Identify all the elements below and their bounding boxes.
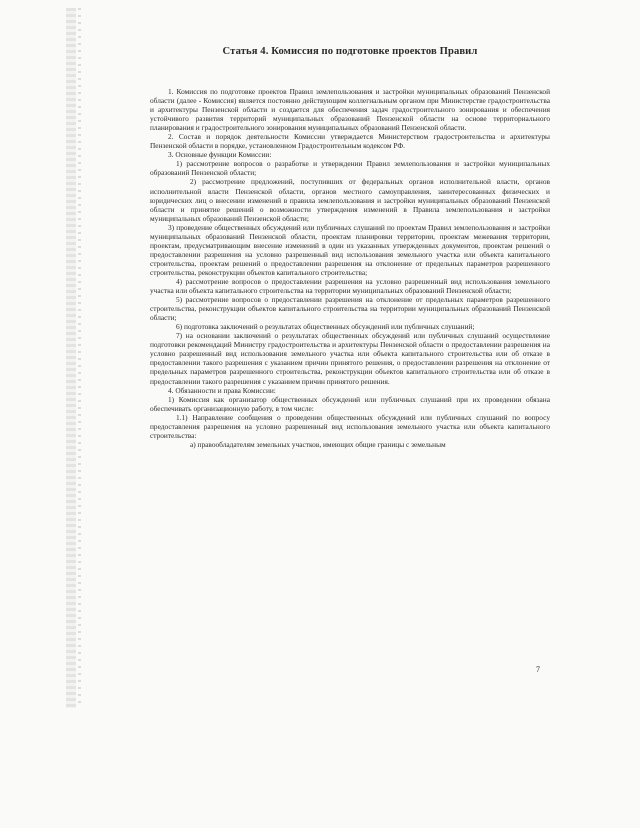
scan-binding-marks [78, 8, 81, 708]
function-3: 3) проведение общественных обсуждений или публичных слушаний по проектам Правил землепользования и застройки муниципальных образований Пензенской области, проектам планировки территории, проектам межевания территории, проектам, предусматривающим внесение изменений в один из указанных утвержденных документов, проектам решений о предоставлении разрешения на условно разрешенный вид использования земельного участка или объекта капитального строительства, проектам решений о предоставлении разрешения на отклонение от предельных параметров разрешенного строительства, реконструкции объектов капитального строительства; [150, 222, 550, 277]
function-2: 2) рассмотрение предложений, поступивших от федеральных органов исполнительной власти, органов исполнительной власти Пензенской области, органов местного самоуправления, заинтересованных физических и юридических лиц о внесении изменений в правила землепользования и застройки муниципальных образований Пензенской области и принятие решений о возможности утверждения изменений в Правила землепользования и застройки муниципальных образований Пензенской области; [150, 177, 550, 223]
paragraph-4-heading: 4. Обязанности и права Комиссии: [168, 385, 276, 395]
function-5: 5) рассмотрение вопросов о предоставлении разрешения на отклонение от предельных параметров разрешенного строительства, реконструкции объектов капитального строительства на территории муниципальных образований Пензенской области; [150, 295, 550, 323]
article-body [150, 46, 550, 449]
paragraph-3-heading: 3. Основные функции Комиссии: [168, 150, 272, 160]
paragraph-2: 2. Состав и порядок деятельности Комиссии утверждается Министерством градостроительства и архитектуры Пензенской области в порядке, установленном Градостроительным кодексом РФ. [150, 132, 550, 151]
page-number: 7 [536, 665, 540, 674]
function-4: 4) рассмотрение вопросов о предоставлении разрешения на условно разрешенный вид использования земельного участка или объекта капитального строительства на территории муниципальных образований Пензенской области; [150, 276, 550, 296]
duty-1: 1) Комиссия как организатор общественных обсуждений или публичных слушаний при их проведении обязана обеспечивать организационную работу, в том числе: [150, 394, 550, 413]
function-1: 1) рассмотрение вопросов о разработке и утверждении Правил землепользования и застройки муниципальных образований Пензенской области; [150, 159, 550, 178]
scan-binding-edge [66, 8, 76, 708]
article-title: Статья 4. Комиссия по подготовке проектов Правил [222, 46, 478, 57]
duty-1-1: 1.1) Направление сообщения о проведении общественных обсуждений или публичных слушаний по вопросу предоставления разрешения на условно разрешенный вид использования земельного участка или объекта капитального строительства: [150, 412, 550, 440]
duty-1-1-a: а) правообладателям земельных участков, имеющих общие границы с земельным [190, 439, 446, 449]
function-6: 6) подготовка заключений о результатах общественных обсуждений или публичных слушаний; [176, 322, 475, 332]
paragraph-1: 1. Комиссия по подготовке проектов Правил землепользования и застройки муниципальных образований Пензенской области (далее - Комиссия) является постоянно действующим коллегиальным органом при Министерстве градостроительства и архитектуры Пензенской области и создается для обеспечения задач градостроительного зонирования и обеспечения устойчивого развития территорий муниципальных образований Пензенской области на основе территориального планирования и градостроительного зонирования муниципальных образований Пензенской области. [150, 87, 550, 133]
function-7: 7) на основании заключений о результатах общественных обсуждений или публичных слушаний осуществление подготовки рекомендаций Министру градостроительства и архитектуры Пензенской области о предоставлении разрешения на условно разрешенный вид использования земельного участка или объекта капитального строительства или об отказе в предоставлении такого разрешения с указанием причин принятого решения, о предоставлении разрешения на отклонение от предельных параметров разрешенного строительства, реконструкции объектов капитального строительства или об отказе в предоставлении такого разрешения с указанием причин принятого решения. [150, 331, 550, 386]
